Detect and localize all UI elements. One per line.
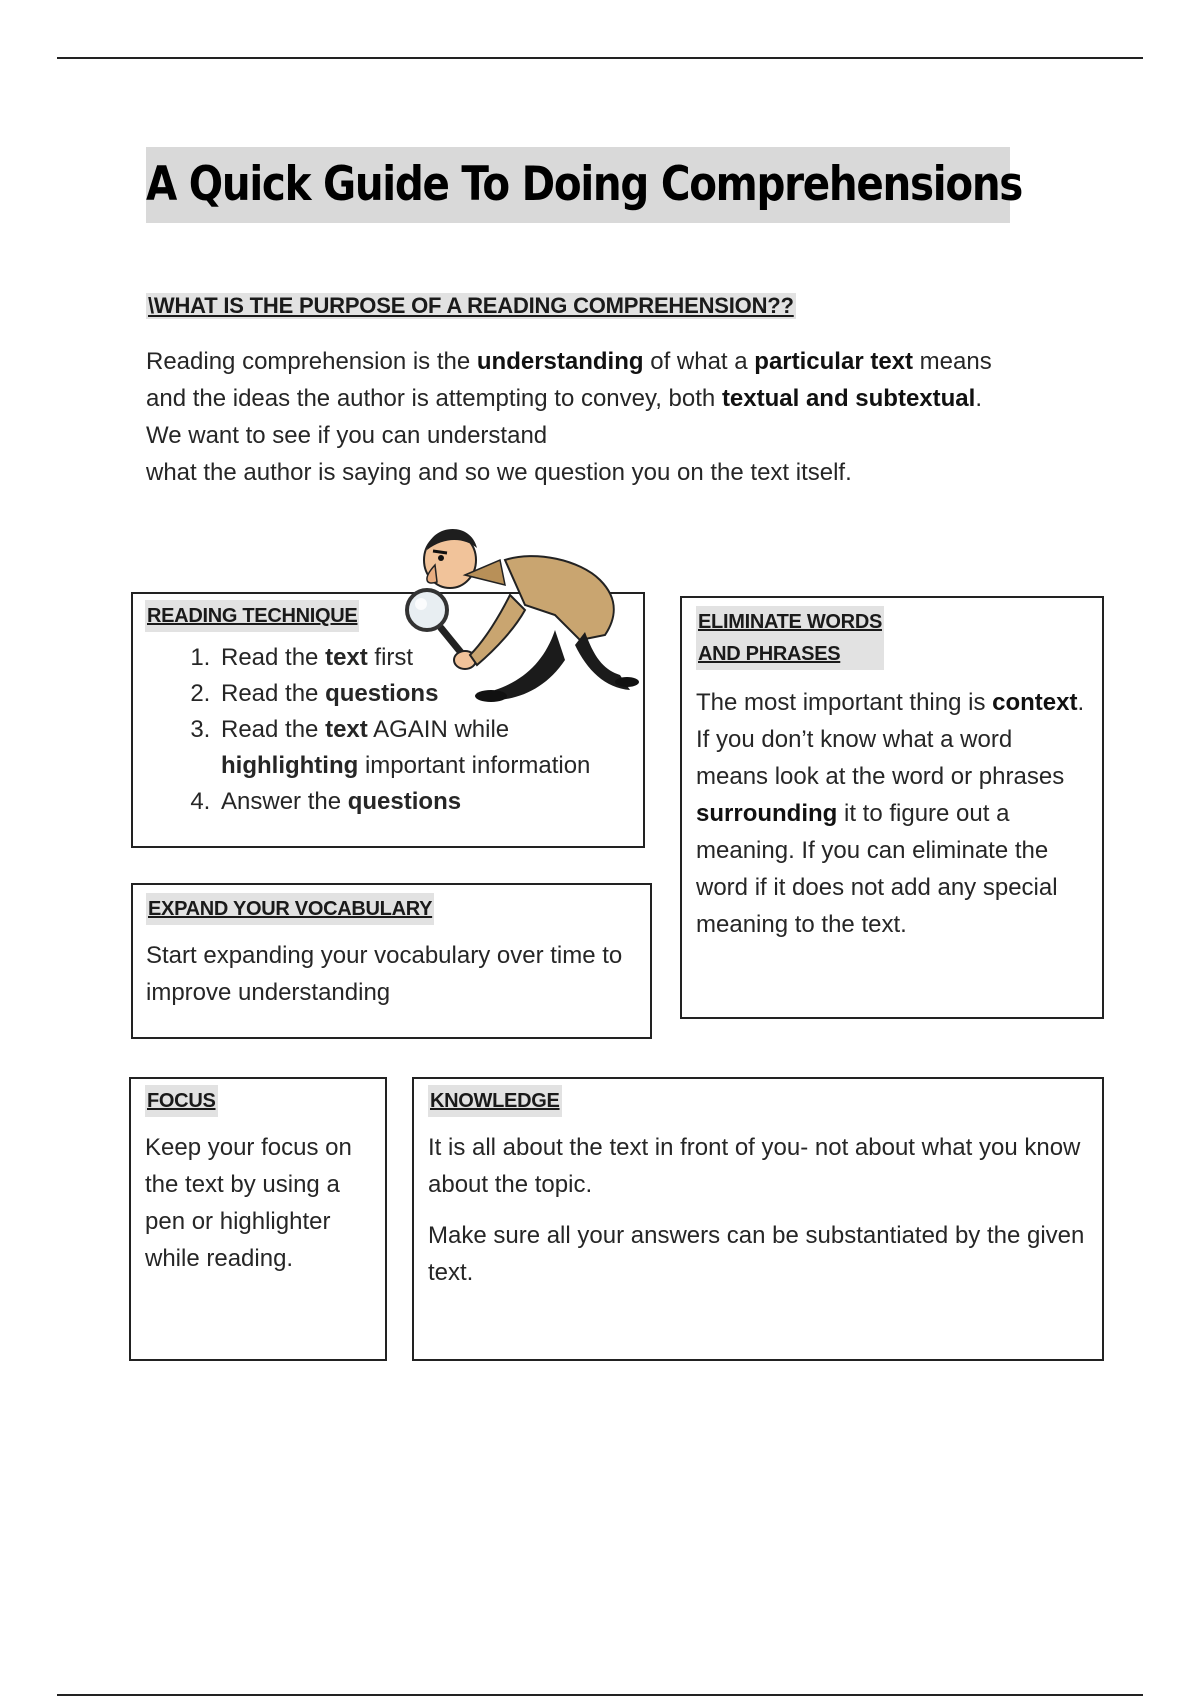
focus-text: Keep your focus on the text by using a pen or highlighter while reading. — [145, 1134, 352, 1272]
knowledge-box — [412, 1077, 1104, 1361]
vocabulary-heading: EXPAND YOUR VOCABULARY — [146, 893, 434, 925]
purpose-heading: \WHAT IS THE PURPOSE OF A READING COMPREHENSION?? — [148, 293, 794, 318]
knowledge-text-2: Make sure all your answers can be substantiated by the given text. — [428, 1222, 1085, 1286]
vocabulary-box — [131, 883, 652, 1039]
vocabulary-text: Start expanding your vocabulary over time to improve understanding — [146, 942, 623, 1006]
magnifying-glass-icon — [407, 590, 463, 655]
eliminate-heading: ELIMINATE WORDS AND PHRASES — [696, 606, 884, 670]
list-item: 4. Answer the questions — [217, 784, 631, 820]
page-title: A Quick Guide To Doing Comprehensions — [146, 147, 1010, 223]
eliminate-words-box — [680, 596, 1104, 1019]
list-item: 1. Read the text first — [217, 640, 631, 676]
knowledge-text-1: It is all about the text in front of you- not about what you know about the topic. — [428, 1134, 1081, 1198]
bottom-rule — [57, 1694, 1143, 1696]
focus-heading: FOCUS — [145, 1085, 218, 1117]
purpose-paragraph: Reading comprehension is the understanding of what a particular text means and the ideas the author is attempting to convey, both textual and subtextual. We want to see if you can understand what the author is saying and so we question you on the text itself. — [146, 348, 992, 486]
list-item: 3. Read the text AGAIN while highlighting important information — [217, 712, 631, 784]
knowledge-heading: KNOWLEDGE — [428, 1085, 562, 1117]
focus-box — [129, 1077, 387, 1361]
reading-technique-heading: READING TECHNIQUE — [145, 600, 359, 632]
list-item: 2. Read the questions — [217, 676, 631, 712]
top-rule — [57, 57, 1143, 59]
detective-with-magnifying-glass-icon — [405, 520, 690, 725]
eliminate-text: The most important thing is context. If you don’t know what a word means look at the word or phrases surrounding it to figure out a meaning. If you can eliminate the word if it does not add any special meaning to the text. — [696, 689, 1085, 938]
